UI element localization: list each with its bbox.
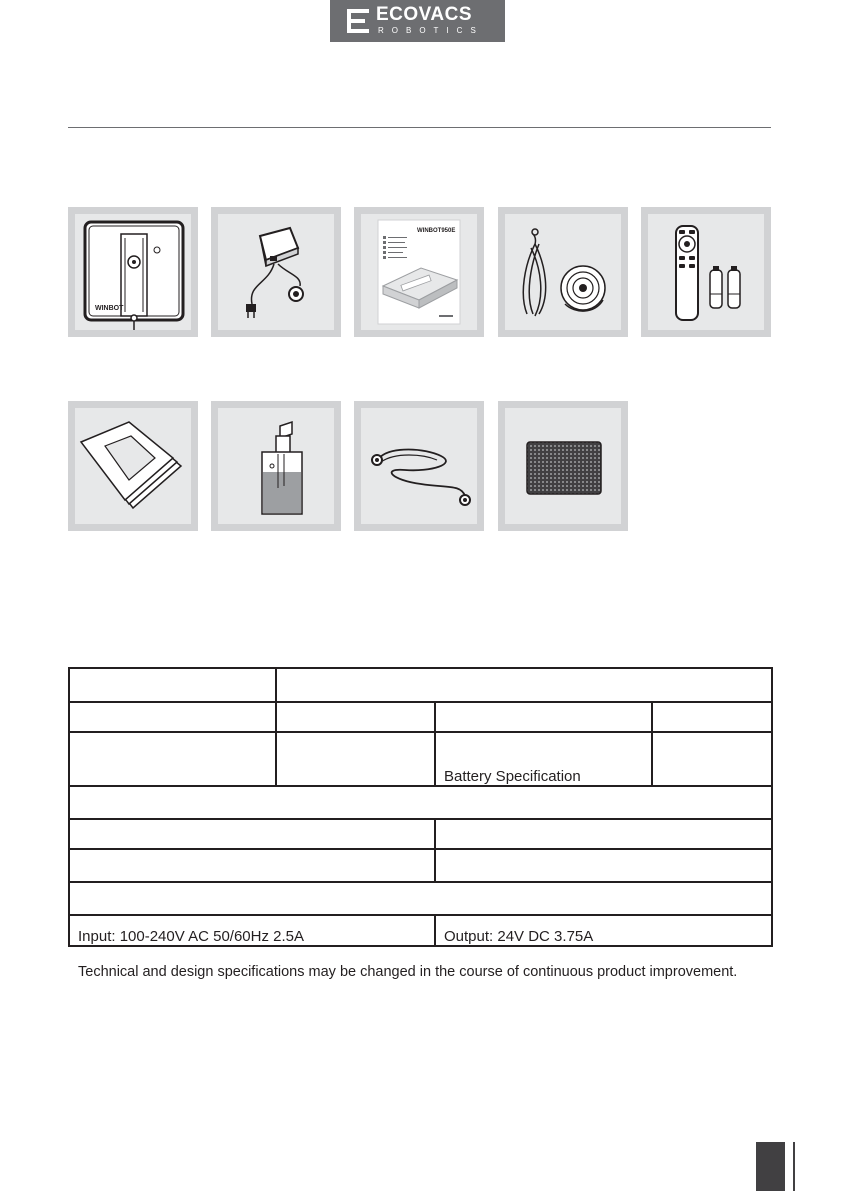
spec-cell (435, 702, 652, 732)
spec-section-row (69, 786, 772, 819)
spec-row-adapter (69, 915, 772, 946)
spec-cell (276, 732, 435, 786)
page-edge-line (793, 1142, 795, 1191)
extension-cable-icon (361, 408, 477, 524)
spec-section-row-adapter (69, 882, 772, 915)
spec-row-model (69, 668, 772, 702)
header-divider (68, 127, 771, 128)
package-item-cleaning-pads (68, 401, 198, 531)
spec-row-battery (69, 732, 772, 786)
spray-bottle-icon (218, 408, 334, 524)
adapter-output: Output: 24V DC 3.75A (435, 915, 772, 946)
power-adapter-icon (218, 214, 334, 330)
package-item-safety-tether (498, 207, 628, 337)
manual-title: WINBOT950E (417, 228, 456, 234)
spec-cell (69, 668, 276, 702)
spec-cell (69, 786, 772, 819)
page-number-tab (756, 1142, 785, 1191)
winbot-label: WINBOT (95, 305, 124, 312)
package-item-winbot (68, 207, 198, 337)
spec-cell (652, 732, 772, 786)
spec-cell (69, 702, 276, 732)
spec-cell (69, 882, 772, 915)
cleaning-pads-icon (75, 408, 191, 524)
spec-cell (652, 702, 772, 732)
package-item-spray-bottle (211, 401, 341, 531)
instruction-manual-icon (361, 214, 477, 330)
package-item-cleaning-pad (498, 401, 628, 531)
package-item-power-adapter (211, 207, 341, 337)
package-item-instruction-manual (354, 207, 484, 337)
brand-subtitle: ROBOTICS (378, 26, 484, 35)
spec-row (69, 702, 772, 732)
winbot-robot-icon (75, 214, 191, 330)
spec-cell (435, 819, 772, 849)
ecovacs-logo-icon (346, 8, 370, 34)
package-item-extension-cable (354, 401, 484, 531)
cleaning-pad-icon (505, 408, 621, 524)
spec-cell (276, 702, 435, 732)
spec-cell (276, 668, 772, 702)
package-item-remote-control (641, 207, 771, 337)
specification-table (68, 667, 773, 947)
spec-cell (435, 849, 772, 882)
adapter-input: Input: 100-240V AC 50/60Hz 2.5A (69, 915, 435, 946)
brand-name: ECOVACS (376, 4, 473, 25)
spec-cell (69, 819, 435, 849)
spec-row (69, 849, 772, 882)
battery-specification-label: Battery Specification (435, 732, 652, 786)
ecovacs-logo (330, 0, 505, 42)
footnote: Technical and design specifications may be changed in the course of continuous product improvement. (78, 964, 738, 980)
remote-control-batteries-icon (648, 214, 764, 330)
safety-tether-icon (505, 214, 621, 330)
spec-cell (69, 732, 276, 786)
spec-row (69, 819, 772, 849)
spec-cell (69, 849, 435, 882)
